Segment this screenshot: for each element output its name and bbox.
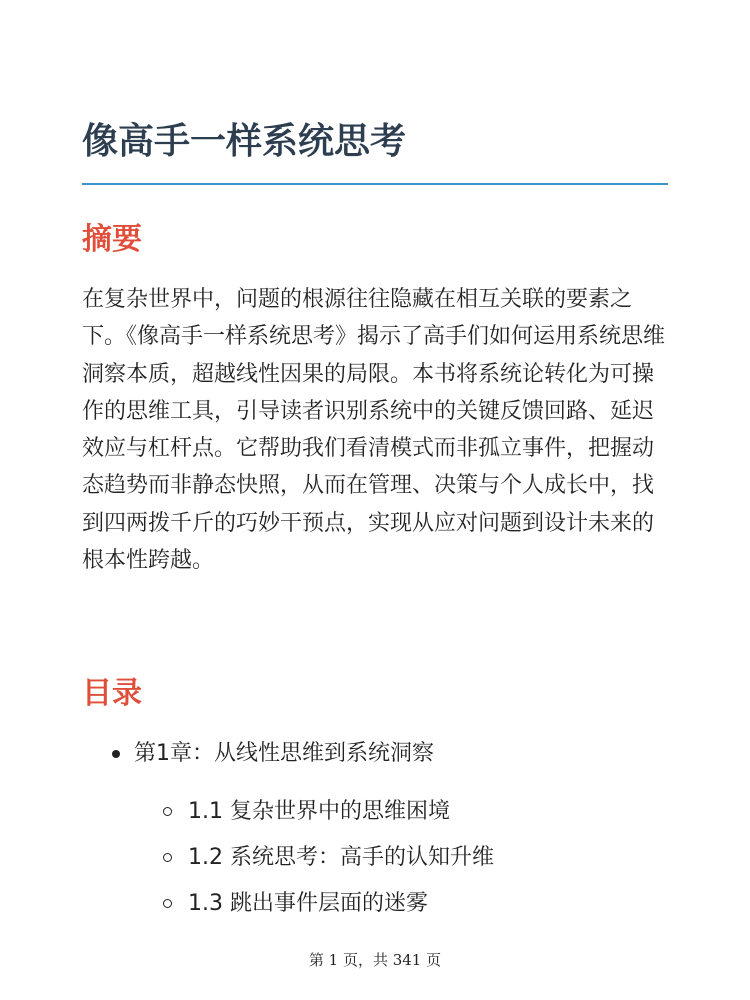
summary-heading: 摘要 <box>82 222 142 257</box>
page-footer: 第 1 页，共 341 页 <box>308 951 442 969</box>
toc-list <box>82 734 668 916</box>
bullet-circle-icon <box>163 853 172 862</box>
toc-subsection-item[interactable] <box>82 884 668 930</box>
summary-paragraph: 在复杂世界中，问题的根源往往隐藏在相互关联的要素之下。《像高手一样系统思考》揭示了高手们如何运用系统思维洞察本质，超越线性因果的局限。本书将系统论转化为可操作的思维工具，引导读者识别系统中的关键反馈回路、延迟效应与杠杆点。它帮助我们看清模式而非孤立事件，把握动态趋势而非静态快照，从而在管理、决策与个人成长中，找到四两拨千斤的巧妙干预点，实现从应对问题到设计未来的根本性跨越。 <box>82 287 666 574</box>
book-title: 像高手一样系统思考 <box>82 121 407 162</box>
toc-heading: 目录 <box>82 676 142 711</box>
bullet-circle-icon <box>163 807 172 816</box>
bullet-disc-icon <box>112 750 120 758</box>
toc-subsection-label[interactable]: 1.2 系统思考：高手的认知升维 <box>188 845 494 870</box>
toc-chapter-item[interactable] <box>82 734 668 916</box>
toc-chapter-label[interactable]: 第1章：从线性思维到系统洞察 <box>134 741 434 766</box>
title-divider <box>82 183 668 185</box>
toc-subsection-list <box>82 792 668 930</box>
toc-subsection-label[interactable]: 1.3 跳出事件层面的迷雾 <box>188 891 428 916</box>
toc-subsection-item[interactable] <box>82 792 668 838</box>
toc-subsection-label[interactable]: 1.1 复杂世界中的思维困境 <box>188 799 450 824</box>
toc-subsection-item[interactable] <box>82 838 668 884</box>
bullet-circle-icon <box>163 899 172 908</box>
document-page <box>82 0 668 1000</box>
